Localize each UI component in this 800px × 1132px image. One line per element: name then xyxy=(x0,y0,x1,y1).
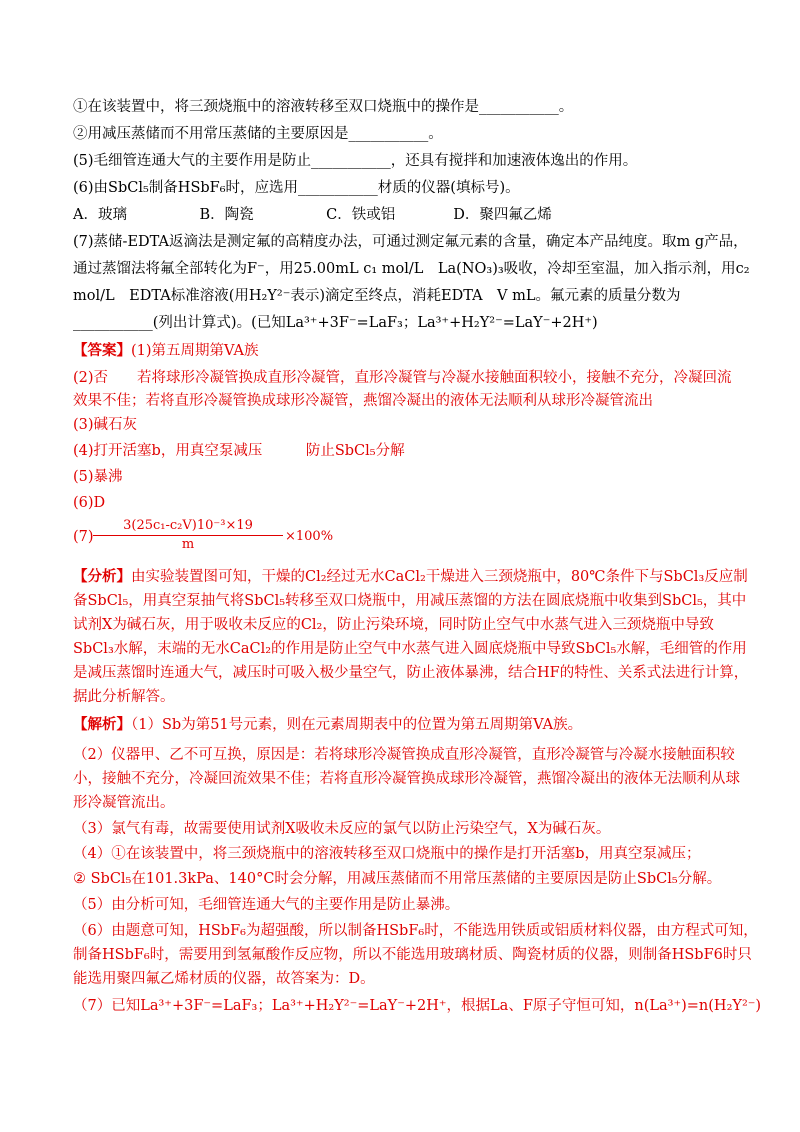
question-5: (5)毛细管连通大气的主要作用是防止___________，还具有搅拌和加速液体逸出的作用。 xyxy=(73,153,638,169)
explanation-4-line1: （4）①在该装置中，将三颈烧瓶中的溶液转移至双口烧瓶中的操作是打开活塞b，用真空泵减压； xyxy=(73,846,701,862)
explanation-2-line3: 形冷凝管流出。 xyxy=(73,795,175,811)
question-4-2: ②用减压蒸储而不用常压蒸储的主要原因是___________。 xyxy=(73,126,443,142)
question-7-line4: ___________(列出计算式)。(已知La³⁺+3F⁻=LaF₃；La³⁺+H₂Y²⁻=LaY⁻+2H⁺) xyxy=(73,315,598,331)
answer-5: (5)暴沸 xyxy=(73,469,123,485)
analysis-line2: 备SbCl₅，用真空泵抽气将SbCl₅转移至双口烧瓶中，用减压蒸馏的方法在圆底烧瓶中收集到SbCl₅，其中 xyxy=(73,593,747,609)
formula-numerator: 3(25c₁-c₂V)10⁻³×19 xyxy=(93,517,283,536)
explanation-4-line2: ② SbCl₅在101.3kPa、140°C时会分解，用减压蒸储而不用常压蒸储的主要原因是防止SbCl₅分解。 xyxy=(73,871,722,887)
explanation-6-line1: （6）由题意可知，HSbF₆为超强酸，所以制备HSbF₆时，不能选用铁质或铝质材料仪器，由方程式可知， xyxy=(73,923,758,939)
answer-1 xyxy=(73,341,738,361)
formula-percent: ×100% xyxy=(285,529,334,544)
analysis-line1-text: 由实验装置图可知，干燥的Cl₂经过无水CaCl₂干燥进入三颈烧瓶中，80℃条件下与SbCl₃反应制 xyxy=(131,569,748,585)
explanation-2-line2: 小，接触不充分，冷凝回流效果不佳；若将直形冷凝管换成球形冷凝管，燕馏冷凝出的液体无法顺利从球 xyxy=(73,771,740,787)
question-6: (6)由SbCl₅制备HSbF₆时，应选用___________材质的仪器(填标号)。 xyxy=(73,180,520,196)
answer-4: (4)打开活塞b，用真空泵减压 防止SbCl₅分解 xyxy=(73,443,405,459)
question-4-1: ①在该装置中，将三颈烧瓶中的溶液转移至双口烧瓶中的操作是___________。 xyxy=(73,99,574,115)
analysis-line5: 是减压蒸馏时连通大气，减压时可吸入极少量空气，防止液体暴沸，结合HF的特性、关系式法进行计算， xyxy=(73,665,749,681)
answer-2-line2: 效果不佳；若将直形冷凝管换成球形冷凝管，燕馏冷凝出的液体无法顺利从球形冷凝管流出 xyxy=(73,393,653,409)
explanation-2-line1: （2）仪器甲、乙不可互换，原因是：若将球形冷凝管换成直形冷凝管，直形冷凝管与冷凝水接触面积较 xyxy=(73,747,735,763)
question-7-line1: (7)蒸储-EDTA返滴法是测定氟的高精度办法，可通过测定氟元素的含量，确定本产品纯度。取m g产品， xyxy=(73,234,748,250)
analysis-line6: 据此分析解答。 xyxy=(73,689,175,705)
question-7-line2: 通过蒸馏法将氟全部转化为F⁻，用25.00mL c₁ mol/L La(NO₃)₃吸收，冷却至室温，加入指示剂，用c₂ xyxy=(73,261,750,277)
explanation-6-line2: 制备HSbF₆时，需要用到氢氟酸作反应物，所以不能选用玻璃材质、陶瓷材质的仪器，则制备HSbF6时只 xyxy=(73,947,752,963)
answer-label: 【答案】 xyxy=(73,342,131,359)
answer-7-formula xyxy=(73,517,373,557)
analysis-line3: 试剂X为碱石灰，用于吸收未反应的Cl₂，防止污染环境，同时防止空气中水蒸气进入三颈烧瓶中导致 xyxy=(73,617,714,633)
explanation-3: （3）氯气有毒，故需要使用试剂X吸收未反应的氯气以防止污染空气，X为碱石灰。 xyxy=(73,821,611,837)
analysis-line4: SbCl₃水解，末端的无水CaCl₂的作用是防止空气中水蒸气进入圆底烧瓶中导致SbCl₅水解，毛细管的作用 xyxy=(73,641,747,657)
answer-1-text: (1)第五周期第VA族 xyxy=(131,343,259,359)
explanation-label: 【解析】 xyxy=(73,716,131,733)
explanation-7: （7）已知La³⁺+3F⁻=LaF₃；La³⁺+H₂Y²⁻=LaY⁻+2H⁺，根据La、F原子守恒可知，n(La³⁺)=n(H₂Y²⁻) xyxy=(73,998,762,1014)
answer-7-label: (7) xyxy=(73,529,94,545)
question-6-options: A．玻璃 B．陶瓷 C．铁或铝 D．聚四氟乙烯 xyxy=(73,207,552,223)
explanation-6-line3: 能选用聚四氟乙烯材质的仪器，故答案为：D。 xyxy=(73,971,375,987)
question-7-line3: mol/L EDTA标准溶液(用H₂Y²⁻表示)滴定至终点，消耗EDTA V mL。氟元素的质量分数为 xyxy=(73,288,681,304)
explanation-1 xyxy=(73,715,738,735)
analysis-line1 xyxy=(73,567,748,587)
formula-fraction xyxy=(93,517,283,554)
analysis-label: 【分析】 xyxy=(73,568,131,585)
explanation-1-text: （1）Sb为第51号元素，则在元素周期表中的位置为第五周期第VA族。 xyxy=(131,717,583,733)
answer-3: (3)碱石灰 xyxy=(73,417,138,433)
answer-2-line1: (2)否 若将球形冷凝管换成直形冷凝管，直形冷凝管与冷凝水接触面积较小，接触不充分，冷凝回流 xyxy=(73,370,732,386)
explanation-5: （5）由分析可知，毛细管连通大气的主要作用是防止暴沸。 xyxy=(73,897,460,913)
formula-denominator: m xyxy=(181,537,195,552)
answer-6: (6)D xyxy=(73,495,106,511)
